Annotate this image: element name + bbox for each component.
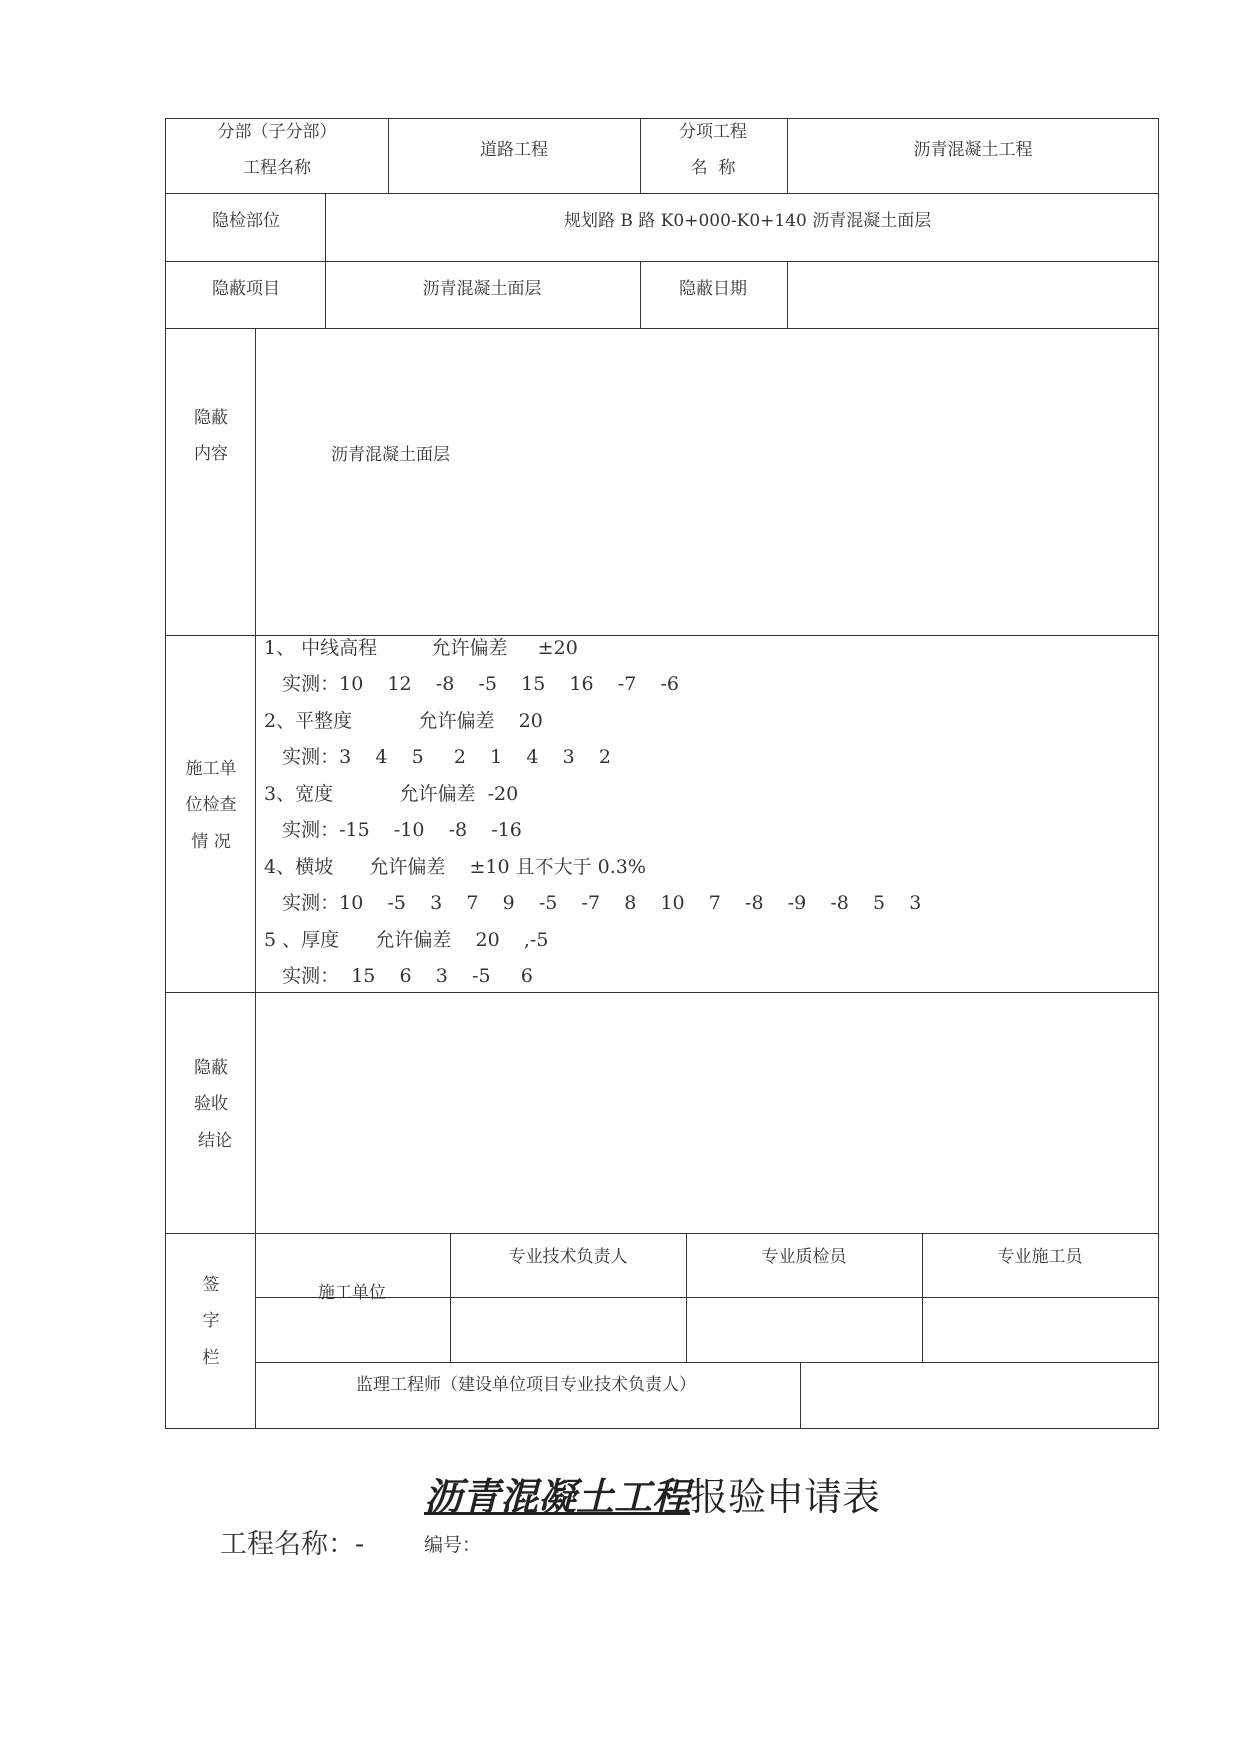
row-divider [255,1297,1158,1298]
inspection-line: 实测：10 -5 3 7 9 -5 -7 8 10 7 -8 -9 -8 5 3 [264,892,922,914]
hidden-date-label: 隐蔽日期 [679,279,747,299]
col-divider [388,119,389,193]
inspection-label: 位检查 [185,795,237,815]
sub-project-value: 道路工程 [480,140,548,160]
col-divider [325,193,326,328]
content-label: 内容 [194,444,228,464]
col-divider [787,119,788,193]
construction-worker-label: 专业施工员 [997,1247,1083,1267]
sub-project-label: 工程名称 [243,158,311,178]
location-value: 规划路 B 路 K0+000-K0+140 沥青混凝土面层 [564,211,932,231]
location-label: 隐检部位 [212,211,280,231]
form-title-strong: 沥青混凝土工程 [424,1474,691,1519]
signature-label: 栏 [202,1348,220,1368]
signature-label: 签 [202,1275,220,1295]
inspection-line: 3、宽度 允许偏差 -20 [264,783,519,805]
col-divider [640,261,641,328]
row-divider [255,1362,1158,1363]
inspection-label: 情 况 [191,832,231,852]
sub-project-label: 分部（子分部） [217,122,337,142]
col-divider [922,1233,923,1362]
inspection-line: 实测：10 12 -8 -5 15 16 -7 -6 [264,673,679,695]
hidden-item-label: 隐蔽项目 [212,279,280,299]
col-divider [640,119,641,193]
content-label: 隐蔽 [194,408,228,428]
inspection-line: 实测：-15 -10 -8 -16 [264,819,522,841]
inspection-line: 5 、厚度 允许偏差 20 ,-5 [264,929,549,951]
col-divider [450,1233,451,1362]
col-divider [800,1362,801,1428]
item-label: 名 称 [690,158,736,178]
hidden-inspection-form [165,118,1159,1429]
col-divider [686,1233,687,1362]
col-divider [255,328,256,1428]
number-label: 编号： [424,1534,482,1556]
row-divider [166,261,1158,262]
quality-inspector-label: 专业质检员 [761,1247,847,1267]
content-value: 沥青混凝土面层 [331,445,450,465]
project-name: 工程名称：- [220,1529,365,1560]
inspection-line: 实测： 15 6 3 -5 6 [264,965,533,987]
item-value: 沥青混凝土工程 [913,140,1033,160]
inspection-line: 2、平整度 允许偏差 20 [264,710,543,732]
inspection-line: 实测：3 4 5 2 1 4 3 2 [264,746,611,768]
form-title [424,1466,880,1521]
inspection-label: 施工单 [185,759,237,779]
row-divider [166,635,1158,636]
inspection-line: 4、横坡 允许偏差 ±10 且不大于 0.3% [264,856,646,878]
construction-unit-label: 施工单位 [318,1283,386,1303]
conclusion-label: 结论 [198,1131,232,1151]
item-label: 分项工程 [679,122,747,142]
hidden-item-value: 沥青混凝土面层 [422,279,542,299]
conclusion-label: 验收 [194,1094,228,1114]
inspection-line: 1、 中线高程 允许偏差 ±20 [264,637,578,659]
col-divider [787,261,788,328]
conclusion-label: 隐蔽 [194,1058,228,1078]
row-divider [166,328,1158,329]
form-title-rest: 报验申请表 [690,1475,881,1519]
supervisor-label: 监理工程师（建设单位项目专业技术负责人） [356,1375,696,1395]
row-divider [166,193,1158,194]
tech-lead-label: 专业技术负责人 [508,1247,628,1267]
row-divider [166,992,1158,993]
row-divider [166,1233,1158,1234]
signature-label: 字 [202,1311,220,1331]
